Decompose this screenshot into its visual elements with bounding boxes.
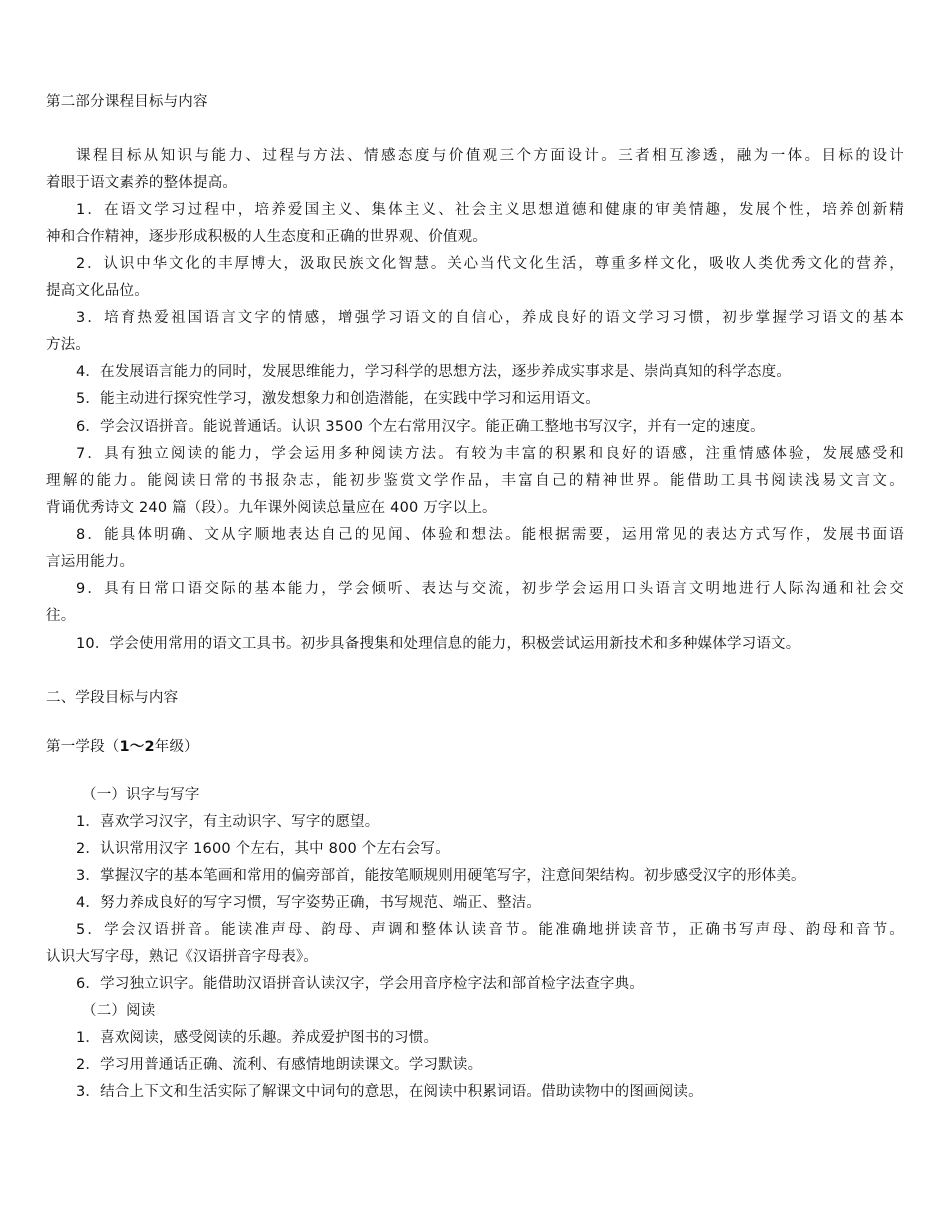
goal-6-line-1: 6．学会汉语拼音。能说普通话。认识 3500 个左右常用汉字。能正确工整地书写汉字，并有一定的速度。	[76, 419, 765, 435]
goal-5-line-1: 5．能主动进行探究性学习，激发想象力和创造潜能，在实践中学习和运用语文。	[76, 391, 600, 407]
goal-9-line-1: 9．具有日常口语交际的基本能力，学会倾听、表达与交流，初步学会运用口头语言文明地进行人际沟通和社会交	[76, 581, 904, 597]
goal-3-line-2: 方法。	[46, 337, 91, 353]
stage-prefix: 第一学段（	[46, 739, 120, 755]
sub1-item-6: 6．学习独立识字。能借助汉语拼音认读汉字，学会用音序检字法和部首检字法查字典。	[76, 976, 645, 992]
stage-suffix: 年级）	[154, 739, 199, 755]
stage-range: 1～2	[119, 739, 155, 755]
intro-line-1: 课程目标从知识与能力、过程与方法、情感态度与价值观三个方面设计。三者相互渗透，融为一体。目标的设计	[76, 148, 904, 164]
sub2-item-2: 2．学习用普通话正确、流利、有感情地朗读课文。学习默读。	[76, 1057, 483, 1073]
goal-10-line-1: 10．学会使用常用的语文工具书。初步具备搜集和处理信息的能力，积极尝试运用新技术和多种媒体学习语文。	[76, 636, 801, 652]
goal-1-line-1: 1．在语文学习过程中，培养爱国主义、集体主义、社会主义思想道德和健康的审美情趣，发展个性，培养创新精	[76, 202, 904, 218]
section-heading: 二、学段目标与内容	[46, 690, 179, 706]
goal-7-line-3: 背诵优秀诗文 240 篇（段）。九年课外阅读总量应在 400 万字以上。	[46, 500, 497, 516]
goal-7-line-1: 7．具有独立阅读的能力，学会运用多种阅读方法。有较为丰富的积累和良好的语感，注重情感体验，发展感受和	[76, 446, 904, 462]
sub2-item-3: 3．结合上下文和生活实际了解课文中词句的意思，在阅读中积累词语。借助读物中的图画阅读。	[76, 1084, 703, 1100]
sub1-item-1: 1．喜欢学习汉字，有主动识字、写字的愿望。	[76, 814, 380, 830]
sub2-heading: （二）阅读	[82, 1003, 156, 1019]
sub1-item-5-line-1: 5．学会汉语拼音。能读准声母、韵母、声调和整体认读音节。能准确地拼读音节，正确书写声母、韵母和音节。	[76, 922, 904, 938]
goal-2-line-1: 2．认识中华文化的丰厚博大，汲取民族文化智慧。关心当代文化生活，尊重多样文化，吸收人类优秀文化的营养，	[76, 256, 904, 272]
stage-heading	[46, 737, 199, 757]
sub1-item-2: 2．认识常用汉字 1600 个左右，其中 800 个左右会写。	[76, 841, 450, 857]
sub1-item-5-line-2: 认识大写字母，熟记《汉语拼音字母表》。	[46, 949, 319, 965]
sub1-item-3: 3．掌握汉字的基本笔画和常用的偏旁部首，能按笔顺规则用硬笔写字，注意间架结构。初步感受汉字的形体美。	[76, 868, 806, 884]
sub2-item-1: 1．喜欢阅读，感受阅读的乐趣。养成爱护图书的习惯。	[76, 1030, 439, 1046]
sub1-item-4: 4．努力养成良好的写字习惯，写字姿势正确，书写规范、端正、整洁。	[76, 895, 542, 911]
goal-4-line-1: 4．在发展语言能力的同时，发展思维能力，学习科学的思想方法，逐步养成实事求是、崇尚真知的科学态度。	[76, 364, 792, 380]
sub1-heading: （一）识字与写字	[82, 787, 200, 803]
goal-1-line-2: 神和合作精神，逐步形成积极的人生态度和正确的世界观、价值观。	[46, 229, 487, 245]
goal-3-line-1: 3．培育热爱祖国语言文字的情感，增强学习语文的自信心，养成良好的语文学习习惯，初步掌握学习语文的基本	[76, 310, 904, 326]
part-heading: 第二部分课程目标与内容	[46, 94, 208, 110]
goal-8-line-2: 言运用能力。	[46, 554, 135, 570]
goal-7-line-2: 理解的能力。能阅读日常的书报杂志，能初步鉴赏文学作品，丰富自己的精神世界。能借助工具书阅读浅易文言文。	[46, 473, 904, 489]
goal-8-line-1: 8．能具体明确、文从字顺地表达自己的见闻、体验和想法。能根据需要，运用常见的表达方式写作，发展书面语	[76, 527, 904, 543]
goal-9-line-2: 往。	[46, 608, 76, 624]
goal-2-line-2: 提高文化品位。	[46, 283, 149, 299]
intro-line-2: 着眼于语文素养的整体提高。	[46, 175, 238, 191]
